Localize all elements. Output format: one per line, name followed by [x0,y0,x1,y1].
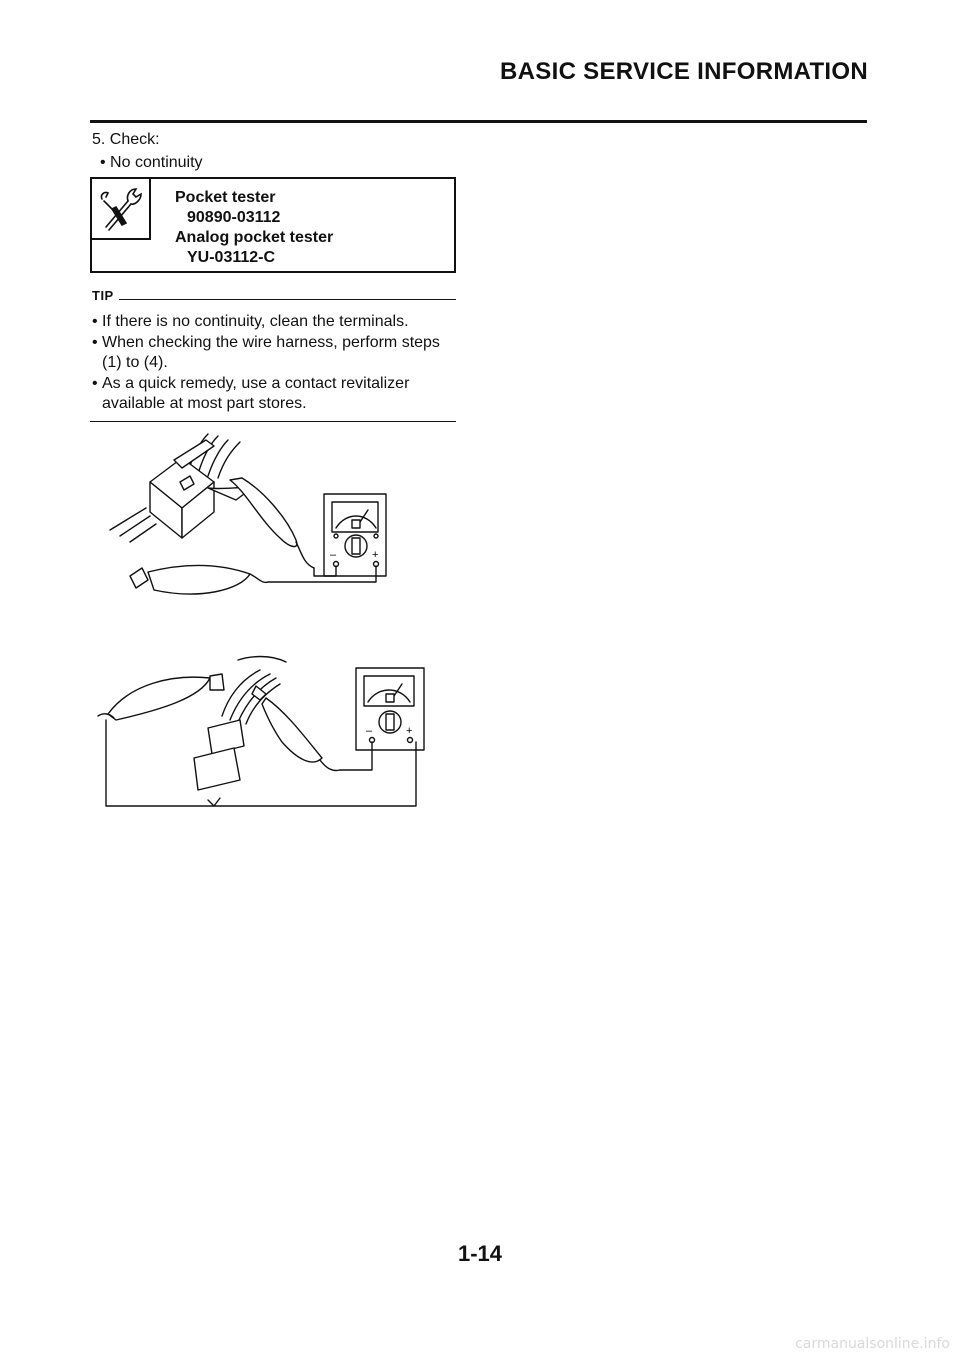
tip-rule-bottom [90,421,456,422]
tip-item: • When checking the wire harness, perform steps (1) to (4). [92,333,462,374]
step-bullet: • No continuity [100,154,203,171]
meter-2-minus-label: – [366,725,373,737]
tip-list [92,312,462,415]
continuity-check-illustration-1 [90,430,400,620]
tool-1-number: 90890-03112 [187,209,281,226]
meter-1-plus-label: + [372,549,379,561]
watermark: carmanualsonline.info [795,1336,950,1352]
tip-item: • If there is no continuity, clean the terminals. [92,312,462,333]
meter-2-plus-label: + [406,725,413,737]
tool-2-name: Analog pocket tester [175,229,334,246]
tool-1-name: Pocket tester [175,189,276,206]
meter-1-minus-label: – [330,549,337,561]
page-header-title: BASIC SERVICE INFORMATION [500,58,868,85]
tool-2-number: YU-03112-C [187,249,276,266]
tip-item: • As a quick remedy, use a contact revitalizer available at most part stores. [92,374,462,415]
tool-list [175,188,333,268]
tool-icon-cell [92,179,151,240]
step-heading: 5. Check: [92,131,160,148]
tip-label: TIP [92,288,114,303]
tip-rule-top [119,299,456,300]
page-number: 1-14 [457,1241,503,1266]
special-tool-box [90,177,456,273]
special-tool-icon [92,179,149,238]
header-rule [90,120,867,123]
continuity-check-illustration-2 [90,650,430,815]
